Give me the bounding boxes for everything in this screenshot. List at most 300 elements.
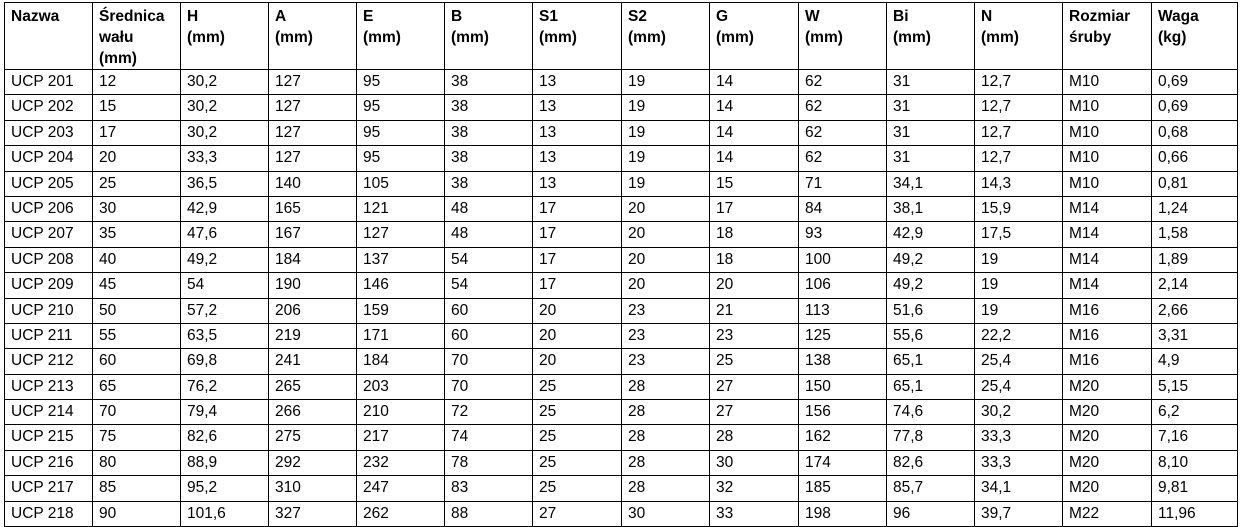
column-header-text: (mm) xyxy=(539,29,577,46)
table-cell: 13 xyxy=(533,146,622,171)
row-name-cell: UCP 209 xyxy=(5,273,93,298)
table-cell: 49,2 xyxy=(181,247,269,272)
table-cell: 54 xyxy=(181,273,269,298)
table-cell: M10 xyxy=(1063,120,1152,145)
column-header xyxy=(5,3,93,70)
table-cell: 20 xyxy=(710,273,799,298)
row-name-cell: UCP 207 xyxy=(5,222,93,247)
table-cell: 84 xyxy=(799,196,887,221)
table-cell: 292 xyxy=(269,450,357,475)
table-row xyxy=(5,425,1238,450)
column-header-text: (mm) xyxy=(805,29,843,46)
table-cell: 113 xyxy=(799,298,887,323)
table-cell: 1,24 xyxy=(1152,196,1238,221)
table-cell: 31 xyxy=(887,120,975,145)
table-row xyxy=(5,222,1238,247)
table-cell: 34,1 xyxy=(887,171,975,196)
table-cell: 20 xyxy=(93,146,181,171)
table-cell: 184 xyxy=(269,247,357,272)
table-cell: 38 xyxy=(445,120,533,145)
table-cell: 17 xyxy=(93,120,181,145)
table-cell: 19 xyxy=(975,298,1063,323)
table-cell: 14,3 xyxy=(975,171,1063,196)
table-cell: M22 xyxy=(1063,501,1152,526)
table-cell: 184 xyxy=(357,349,445,374)
table-cell: 19 xyxy=(975,273,1063,298)
table-cell: 54 xyxy=(445,273,533,298)
table-cell: 17 xyxy=(533,247,622,272)
table-cell: 12,7 xyxy=(975,146,1063,171)
table-cell: 20 xyxy=(622,196,710,221)
table-cell: 137 xyxy=(357,247,445,272)
table-cell: 2,66 xyxy=(1152,298,1238,323)
column-header-text: B xyxy=(451,8,463,25)
table-cell: 4,9 xyxy=(1152,349,1238,374)
table-cell: 19 xyxy=(622,171,710,196)
table-cell: 265 xyxy=(269,374,357,399)
table-cell: 49,2 xyxy=(887,247,975,272)
table-cell: 19 xyxy=(622,70,710,95)
table-cell: 127 xyxy=(357,222,445,247)
row-name-cell: UCP 218 xyxy=(5,501,93,526)
table-cell: 127 xyxy=(269,70,357,95)
table-cell: 23 xyxy=(622,349,710,374)
table-cell: 38 xyxy=(445,95,533,120)
column-header-text: (mm) xyxy=(451,29,489,46)
table-cell: 101,6 xyxy=(181,501,269,526)
column-header-text: W xyxy=(805,8,820,25)
table-cell: 19 xyxy=(622,120,710,145)
table-cell: 12 xyxy=(93,70,181,95)
table-cell: 20 xyxy=(622,247,710,272)
table-cell: 0,69 xyxy=(1152,95,1238,120)
table-cell: 165 xyxy=(269,196,357,221)
column-header xyxy=(710,3,799,70)
column-header xyxy=(1152,3,1238,70)
column-header-text: E xyxy=(363,8,374,25)
table-cell: 30,2 xyxy=(181,120,269,145)
table-cell: 12,7 xyxy=(975,70,1063,95)
table-cell: 30,2 xyxy=(181,70,269,95)
column-header-text: (mm) xyxy=(187,29,225,46)
row-name-cell: UCP 213 xyxy=(5,374,93,399)
table-cell: 33,3 xyxy=(975,450,1063,475)
table-cell: 62 xyxy=(799,146,887,171)
table-cell: M20 xyxy=(1063,374,1152,399)
column-header-text: (mm) xyxy=(893,29,931,46)
table-row xyxy=(5,273,1238,298)
table-cell: 140 xyxy=(269,171,357,196)
table-cell: 25 xyxy=(533,450,622,475)
table-header-row xyxy=(5,3,1238,70)
table-cell: 40 xyxy=(93,247,181,272)
table-cell: 32 xyxy=(710,476,799,501)
table-cell: 72 xyxy=(445,400,533,425)
table-cell: 38 xyxy=(445,146,533,171)
table-cell: 327 xyxy=(269,501,357,526)
table-cell: 30,2 xyxy=(975,400,1063,425)
table-cell: 75 xyxy=(93,425,181,450)
table-cell: 100 xyxy=(799,247,887,272)
table-cell: 60 xyxy=(93,349,181,374)
table-cell: 7,16 xyxy=(1152,425,1238,450)
column-header-text: (mm) xyxy=(628,29,666,46)
table-cell: 85,7 xyxy=(887,476,975,501)
table-cell: 33,3 xyxy=(975,425,1063,450)
column-header-text: (mm) xyxy=(981,29,1019,46)
table-cell: 8,10 xyxy=(1152,450,1238,475)
table-cell: 25 xyxy=(533,425,622,450)
table-cell: 38 xyxy=(445,70,533,95)
table-cell: 217 xyxy=(357,425,445,450)
column-header-text: (mm) xyxy=(363,29,401,46)
table-row xyxy=(5,247,1238,272)
table-cell: M16 xyxy=(1063,323,1152,348)
table-cell: 121 xyxy=(357,196,445,221)
row-name-cell: UCP 202 xyxy=(5,95,93,120)
table-cell: 0,81 xyxy=(1152,171,1238,196)
table-cell: 31 xyxy=(887,70,975,95)
table-cell: 25 xyxy=(533,400,622,425)
column-header-text: Waga xyxy=(1158,8,1199,25)
table-cell: 62 xyxy=(799,120,887,145)
table-cell: 23 xyxy=(622,323,710,348)
table-cell: 106 xyxy=(799,273,887,298)
table-row xyxy=(5,323,1238,348)
table-cell: 45 xyxy=(93,273,181,298)
table-cell: 127 xyxy=(269,146,357,171)
column-header xyxy=(975,3,1063,70)
column-header-text: H xyxy=(187,8,199,25)
table-cell: 36,5 xyxy=(181,171,269,196)
table-cell: M10 xyxy=(1063,146,1152,171)
table-cell: 30 xyxy=(622,501,710,526)
table-row xyxy=(5,476,1238,501)
table-cell: 88 xyxy=(445,501,533,526)
table-cell: 232 xyxy=(357,450,445,475)
column-header xyxy=(181,3,269,70)
table-cell: 82,6 xyxy=(181,425,269,450)
table-row xyxy=(5,196,1238,221)
table-cell: 93 xyxy=(799,222,887,247)
table-cell: 63,5 xyxy=(181,323,269,348)
table-cell: 95 xyxy=(357,70,445,95)
row-name-cell: UCP 208 xyxy=(5,247,93,272)
table-cell: 28 xyxy=(622,374,710,399)
table-cell: 42,9 xyxy=(181,196,269,221)
table-cell: 28 xyxy=(622,400,710,425)
table-cell: 0,68 xyxy=(1152,120,1238,145)
table-cell: 51,6 xyxy=(887,298,975,323)
table-body xyxy=(5,70,1238,527)
column-header-text: S2 xyxy=(628,8,647,25)
row-name-cell: UCP 204 xyxy=(5,146,93,171)
table-cell: 20 xyxy=(533,349,622,374)
row-name-cell: UCP 212 xyxy=(5,349,93,374)
table-cell: 74 xyxy=(445,425,533,450)
table-cell: 185 xyxy=(799,476,887,501)
table-cell: 25 xyxy=(710,349,799,374)
column-header-text: wału xyxy=(99,29,134,46)
table-cell: M20 xyxy=(1063,450,1152,475)
table-cell: 34,1 xyxy=(975,476,1063,501)
table-cell: 17 xyxy=(533,222,622,247)
table-cell: 38 xyxy=(445,171,533,196)
table-cell: 198 xyxy=(799,501,887,526)
table-cell: 18 xyxy=(710,222,799,247)
column-header-text: śruby xyxy=(1069,29,1112,46)
table-cell: 210 xyxy=(357,400,445,425)
table-cell: 27 xyxy=(710,374,799,399)
table-cell: M20 xyxy=(1063,476,1152,501)
document-page xyxy=(4,2,1238,527)
table-cell: M14 xyxy=(1063,273,1152,298)
table-row xyxy=(5,70,1238,95)
column-header xyxy=(445,3,533,70)
table-cell: 19 xyxy=(622,146,710,171)
column-header xyxy=(357,3,445,70)
table-cell: 125 xyxy=(799,323,887,348)
table-cell: 28 xyxy=(622,450,710,475)
table-cell: M14 xyxy=(1063,222,1152,247)
table-cell: 167 xyxy=(269,222,357,247)
row-name-cell: UCP 206 xyxy=(5,196,93,221)
table-cell: 62 xyxy=(799,95,887,120)
table-cell: 17 xyxy=(533,196,622,221)
table-row xyxy=(5,95,1238,120)
column-header xyxy=(799,3,887,70)
table-cell: 62 xyxy=(799,70,887,95)
table-cell: 150 xyxy=(799,374,887,399)
table-cell: 35 xyxy=(93,222,181,247)
table-cell: 74,6 xyxy=(887,400,975,425)
table-cell: 23 xyxy=(710,323,799,348)
table-cell: 54 xyxy=(445,247,533,272)
table-cell: 82,6 xyxy=(887,450,975,475)
row-name-cell: UCP 211 xyxy=(5,323,93,348)
table-row xyxy=(5,501,1238,526)
table-cell: 65,1 xyxy=(887,374,975,399)
table-cell: 88,9 xyxy=(181,450,269,475)
table-cell: 27 xyxy=(533,501,622,526)
table-cell: 27 xyxy=(710,400,799,425)
table-cell: 96 xyxy=(887,501,975,526)
column-header-text: A xyxy=(275,8,287,25)
table-cell: 127 xyxy=(269,120,357,145)
table-cell: 241 xyxy=(269,349,357,374)
table-cell: 138 xyxy=(799,349,887,374)
table-cell: 23 xyxy=(622,298,710,323)
table-cell: 14 xyxy=(710,146,799,171)
column-header-text: N xyxy=(981,8,993,25)
table-cell: 65 xyxy=(93,374,181,399)
table-cell: 48 xyxy=(445,222,533,247)
table-cell: 69,8 xyxy=(181,349,269,374)
table-cell: 0,69 xyxy=(1152,70,1238,95)
table-cell: 33 xyxy=(710,501,799,526)
table-cell: 15 xyxy=(710,171,799,196)
table-cell: 206 xyxy=(269,298,357,323)
table-cell: 28 xyxy=(622,425,710,450)
table-cell: 80 xyxy=(93,450,181,475)
row-name-cell: UCP 217 xyxy=(5,476,93,501)
table-cell: 38,1 xyxy=(887,196,975,221)
column-header-text: G xyxy=(716,8,729,25)
row-name-cell: UCP 210 xyxy=(5,298,93,323)
table-cell: 20 xyxy=(622,273,710,298)
table-cell: 2,14 xyxy=(1152,273,1238,298)
table-cell: 18 xyxy=(710,247,799,272)
table-cell: 105 xyxy=(357,171,445,196)
table-cell: 3,31 xyxy=(1152,323,1238,348)
table-cell: 25 xyxy=(533,374,622,399)
table-cell: 60 xyxy=(445,323,533,348)
table-cell: 0,66 xyxy=(1152,146,1238,171)
table-cell: 14 xyxy=(710,70,799,95)
table-cell: 14 xyxy=(710,120,799,145)
table-row xyxy=(5,400,1238,425)
column-header-text: Nazwa xyxy=(11,8,60,25)
table-cell: 28 xyxy=(622,476,710,501)
table-cell: 55,6 xyxy=(887,323,975,348)
table-cell: 48 xyxy=(445,196,533,221)
table-cell: 20 xyxy=(533,298,622,323)
column-header-text: Rozmiar xyxy=(1069,8,1131,25)
table-cell: 57,2 xyxy=(181,298,269,323)
table-cell: 42,9 xyxy=(887,222,975,247)
table-cell: 39,7 xyxy=(975,501,1063,526)
table-cell: 162 xyxy=(799,425,887,450)
table-row xyxy=(5,120,1238,145)
table-cell: M10 xyxy=(1063,95,1152,120)
table-cell: 25,4 xyxy=(975,374,1063,399)
table-cell: 90 xyxy=(93,501,181,526)
table-cell: 85 xyxy=(93,476,181,501)
table-cell: M16 xyxy=(1063,349,1152,374)
table-cell: 17 xyxy=(533,273,622,298)
table-cell: 25 xyxy=(93,171,181,196)
table-cell: 13 xyxy=(533,95,622,120)
table-cell: 49,2 xyxy=(887,273,975,298)
table-cell: 77,8 xyxy=(887,425,975,450)
table-cell: 30 xyxy=(93,196,181,221)
table-row xyxy=(5,374,1238,399)
table-cell: 190 xyxy=(269,273,357,298)
column-header xyxy=(622,3,710,70)
table-cell: 47,6 xyxy=(181,222,269,247)
table-cell: 65,1 xyxy=(887,349,975,374)
table-cell: 55 xyxy=(93,323,181,348)
table-cell: 17 xyxy=(710,196,799,221)
table-cell: 21 xyxy=(710,298,799,323)
table-row xyxy=(5,146,1238,171)
table-cell: 262 xyxy=(357,501,445,526)
table-cell: M14 xyxy=(1063,247,1152,272)
table-cell: 5,15 xyxy=(1152,374,1238,399)
table-cell: 79,4 xyxy=(181,400,269,425)
table-cell: 31 xyxy=(887,95,975,120)
column-header-text: (mm) xyxy=(275,29,313,46)
column-header-text: (mm) xyxy=(716,29,754,46)
table-cell: 50 xyxy=(93,298,181,323)
table-row xyxy=(5,450,1238,475)
table-cell: 13 xyxy=(533,120,622,145)
table-cell: 95 xyxy=(357,120,445,145)
table-cell: 19 xyxy=(975,247,1063,272)
table-cell: 203 xyxy=(357,374,445,399)
table-cell: 60 xyxy=(445,298,533,323)
table-cell: 15 xyxy=(93,95,181,120)
table-cell: 22,2 xyxy=(975,323,1063,348)
table-cell: M16 xyxy=(1063,298,1152,323)
row-name-cell: UCP 216 xyxy=(5,450,93,475)
table-cell: 19 xyxy=(622,95,710,120)
table-cell: 174 xyxy=(799,450,887,475)
table-cell: 76,2 xyxy=(181,374,269,399)
column-header xyxy=(887,3,975,70)
table-cell: 33,3 xyxy=(181,146,269,171)
table-cell: 78 xyxy=(445,450,533,475)
table-cell: 275 xyxy=(269,425,357,450)
table-cell: 1,58 xyxy=(1152,222,1238,247)
table-cell: 12,7 xyxy=(975,120,1063,145)
table-cell: 310 xyxy=(269,476,357,501)
table-cell: 95 xyxy=(357,146,445,171)
table-cell: 11,96 xyxy=(1152,501,1238,526)
row-name-cell: UCP 203 xyxy=(5,120,93,145)
table-cell: M10 xyxy=(1063,171,1152,196)
table-cell: 159 xyxy=(357,298,445,323)
table-cell: 13 xyxy=(533,70,622,95)
table-cell: 15,9 xyxy=(975,196,1063,221)
table-cell: 20 xyxy=(622,222,710,247)
table-cell: M10 xyxy=(1063,70,1152,95)
column-header xyxy=(533,3,622,70)
column-header-text: S1 xyxy=(539,8,558,25)
table-cell: 266 xyxy=(269,400,357,425)
table-cell: 70 xyxy=(93,400,181,425)
column-header xyxy=(1063,3,1152,70)
table-cell: 171 xyxy=(357,323,445,348)
table-cell: 247 xyxy=(357,476,445,501)
table-cell: 156 xyxy=(799,400,887,425)
column-header xyxy=(93,3,181,70)
bearing-spec-table xyxy=(4,2,1238,527)
table-cell: 70 xyxy=(445,349,533,374)
table-cell: 1,89 xyxy=(1152,247,1238,272)
table-cell: 219 xyxy=(269,323,357,348)
table-cell: 13 xyxy=(533,171,622,196)
table-row xyxy=(5,298,1238,323)
table-row xyxy=(5,171,1238,196)
column-header-text: Średnica xyxy=(99,8,165,25)
table-cell: 31 xyxy=(887,146,975,171)
table-cell: 12,7 xyxy=(975,95,1063,120)
table-cell: 71 xyxy=(799,171,887,196)
column-header-text: (mm) xyxy=(99,50,137,67)
row-name-cell: UCP 214 xyxy=(5,400,93,425)
table-cell: 95 xyxy=(357,95,445,120)
table-cell: 70 xyxy=(445,374,533,399)
table-cell: 83 xyxy=(445,476,533,501)
table-cell: M14 xyxy=(1063,196,1152,221)
column-header-text: (kg) xyxy=(1158,29,1187,46)
table-cell: 20 xyxy=(533,323,622,348)
table-cell: 30 xyxy=(710,450,799,475)
table-cell: M20 xyxy=(1063,425,1152,450)
table-cell: 25 xyxy=(533,476,622,501)
table-cell: M20 xyxy=(1063,400,1152,425)
